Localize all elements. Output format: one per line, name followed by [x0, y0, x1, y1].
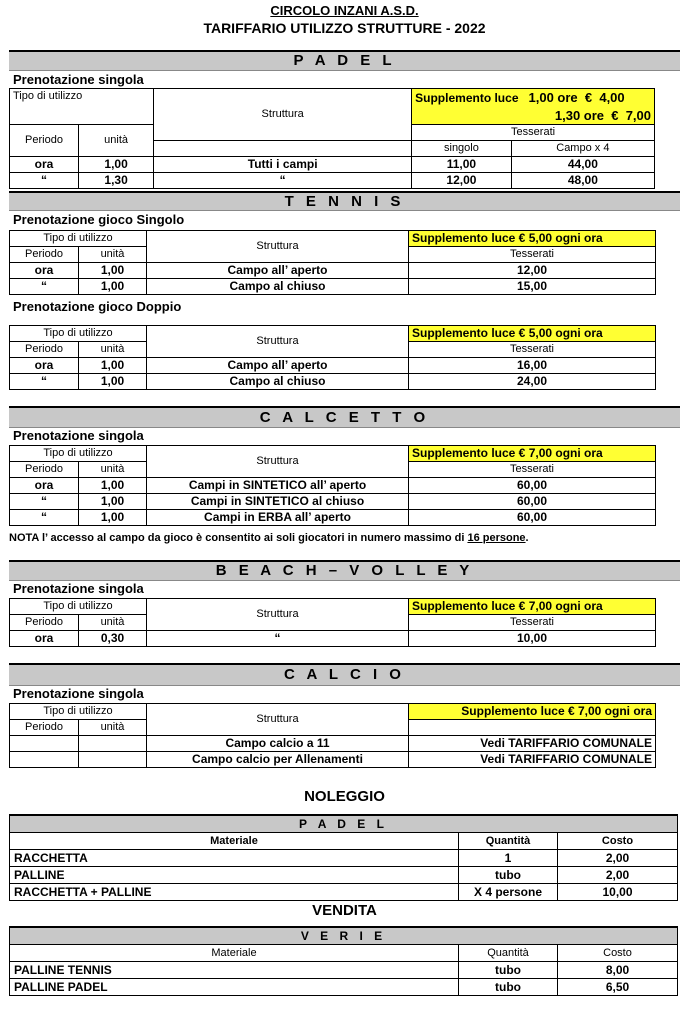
costo-header: Costo — [558, 945, 678, 962]
table-row — [10, 884, 678, 901]
costo-cell: 2,00 — [558, 867, 678, 884]
tipo-utilizzo-label: Tipo di utilizzo — [10, 326, 147, 342]
unita-cell: 1,30 — [79, 172, 154, 188]
tennis-singolo-table — [9, 230, 656, 295]
periodo-cell: ora — [10, 358, 79, 374]
tennis-doppio-luce: Supplemento luce € 5,00 ogni ora — [409, 326, 656, 342]
table-row — [10, 156, 655, 172]
unita-header: unità — [79, 247, 147, 263]
struttura-cell: Campi in ERBA all’ aperto — [147, 510, 409, 526]
unita-header: unità — [79, 124, 154, 156]
table-row — [10, 736, 656, 752]
prezzo-cell: 60,00 — [409, 510, 656, 526]
club-name: CIRCOLO INZANI A.S.D. — [270, 3, 419, 18]
materiale-cell: PALLINE PADEL — [10, 979, 459, 996]
tesserati-header: Tesserati — [412, 124, 655, 140]
padel-luce-1: Supplemento luce 1,00 ore € 4,00 — [412, 89, 655, 108]
costo-header: Costo — [558, 833, 678, 850]
beach-luce: Supplemento luce € 7,00 ogni ora — [409, 599, 656, 615]
beach-subhead: Prenotazione singola — [13, 581, 144, 596]
tipo-utilizzo-label: Tipo di utilizzo — [10, 599, 147, 615]
unita-cell: 1,00 — [79, 478, 147, 494]
tennis-singolo-luce: Supplemento luce € 5,00 ogni ora — [409, 231, 656, 247]
prezzo-cell: Vedi TARIFFARIO COMUNALE — [409, 736, 656, 752]
tesserati-header: Tesserati — [409, 342, 656, 358]
unita-cell: 0,30 — [79, 631, 147, 647]
unita-cell: 1,00 — [79, 263, 147, 279]
periodo-header: Periodo — [10, 342, 79, 358]
struttura-cell: Campo al chiuso — [147, 374, 409, 390]
campo4-cell: 48,00 — [511, 172, 654, 188]
struttura-header: Struttura — [147, 599, 409, 631]
table-row — [10, 962, 678, 979]
singolo-header: singolo — [412, 140, 512, 156]
quantita-header: Quantità — [459, 945, 558, 962]
struttura-cell: Campi in SINTETICO al chiuso — [147, 494, 409, 510]
table-row — [10, 172, 655, 188]
table-row — [10, 752, 656, 768]
costo-cell: 6,50 — [558, 979, 678, 996]
calcio-section-band: C A L C I O — [9, 663, 680, 686]
calcetto-luce: Supplemento luce € 7,00 ogni ora — [409, 446, 656, 462]
periodo-cell: “ — [10, 279, 79, 295]
unita-cell: 1,00 — [79, 494, 147, 510]
unita-cell: 1,00 — [79, 156, 154, 172]
table-row — [10, 510, 656, 526]
periodo-cell: “ — [10, 374, 79, 390]
struttura-header: Struttura — [147, 704, 409, 736]
unita-header: unità — [79, 615, 147, 631]
unita-cell: 1,00 — [79, 279, 147, 295]
materiale-cell: PALLINE TENNIS — [10, 962, 459, 979]
tesserati-header: Tesserati — [409, 462, 656, 478]
struttura-cell: Campi in SINTETICO all’ aperto — [147, 478, 409, 494]
tennis-doppio-subhead: Prenotazione gioco Doppio — [13, 299, 182, 314]
singolo-cell: 12,00 — [412, 172, 512, 188]
struttura-cell: Campo al chiuso — [147, 279, 409, 295]
periodo-header: Periodo — [10, 615, 79, 631]
costo-cell: 8,00 — [558, 962, 678, 979]
calcio-subhead: Prenotazione singola — [13, 686, 144, 701]
tesserati-header: Tesserati — [409, 615, 656, 631]
prezzo-cell: Vedi TARIFFARIO COMUNALE — [409, 752, 656, 768]
table-row — [10, 263, 656, 279]
vendita-table — [9, 944, 678, 996]
tennis-singolo-subhead: Prenotazione gioco Singolo — [13, 212, 185, 227]
prezzo-cell: 24,00 — [409, 374, 656, 390]
struttura-header: Struttura — [147, 446, 409, 478]
campo4-cell: 44,00 — [511, 156, 654, 172]
struttura-cell: “ — [154, 172, 412, 188]
periodo-header: Periodo — [10, 462, 79, 478]
quantita-cell: 1 — [459, 850, 558, 867]
struttura-header: Struttura — [147, 326, 409, 358]
table-row — [10, 494, 656, 510]
struttura-cell: Campo all’ aperto — [147, 358, 409, 374]
struttura-header: Struttura — [154, 89, 412, 141]
table-row — [10, 850, 678, 867]
singolo-cell: 11,00 — [412, 156, 512, 172]
beach-table — [9, 598, 656, 647]
struttura-cell: Campo all’ aperto — [147, 263, 409, 279]
periodo-cell: “ — [10, 172, 79, 188]
table-row — [10, 358, 656, 374]
vendita-verie-bar: V E R I E — [9, 926, 678, 945]
quantita-header: Quantità — [459, 833, 558, 850]
padel-subhead: Prenotazione singola — [13, 72, 144, 87]
table-row — [10, 631, 656, 647]
periodo-cell: ora — [10, 631, 79, 647]
calcetto-section-band: C A L C E T T O — [9, 406, 680, 428]
campo4-header: Campo x 4 — [511, 140, 654, 156]
padel-table — [9, 88, 655, 189]
prezzo-cell: 16,00 — [409, 358, 656, 374]
unita-cell: 1,00 — [79, 358, 147, 374]
materiale-cell: RACCHETTA — [10, 850, 459, 867]
tipo-utilizzo-label: Tipo di utilizzo — [10, 446, 147, 462]
unita-header: unità — [79, 720, 147, 736]
materiale-cell: RACCHETTA + PALLINE — [10, 884, 459, 901]
tennis-doppio-table — [9, 325, 656, 390]
struttura-cell: Campo calcio per Allenamenti — [147, 752, 409, 768]
prezzo-cell: 10,00 — [409, 631, 656, 647]
periodo-cell: “ — [10, 494, 79, 510]
prezzo-cell: 15,00 — [409, 279, 656, 295]
struttura-header: Struttura — [147, 231, 409, 263]
tipo-utilizzo-label: Tipo di utilizzo — [10, 89, 154, 108]
periodo-cell: ora — [10, 263, 79, 279]
materiale-cell: PALLINE — [10, 867, 459, 884]
tipo-utilizzo-label: Tipo di utilizzo — [10, 704, 147, 720]
quantita-cell: tubo — [459, 962, 558, 979]
beach-section-band: B E A C H – V O L L E Y — [9, 560, 680, 581]
padel-section-band: P A D E L — [9, 50, 680, 71]
table-row — [10, 279, 656, 295]
unita-cell: 1,00 — [79, 374, 147, 390]
periodo-header: Periodo — [10, 720, 79, 736]
table-row — [10, 867, 678, 884]
struttura-cell: “ — [147, 631, 409, 647]
quantita-cell: X 4 persone — [459, 884, 558, 901]
prezzo-cell: 60,00 — [409, 494, 656, 510]
calcetto-table — [9, 445, 656, 526]
calcio-table — [9, 703, 656, 768]
document-title: TARIFFARIO UTILIZZO STRUTTURE - 2022 — [203, 20, 486, 36]
quantita-cell: tubo — [459, 979, 558, 996]
periodo-header: Periodo — [10, 124, 79, 156]
calcetto-subhead: Prenotazione singola — [13, 428, 144, 443]
table-row — [10, 478, 656, 494]
vendita-title: VENDITA — [312, 902, 377, 919]
unita-header: unità — [79, 342, 147, 358]
materiale-header: Materiale — [10, 945, 459, 962]
calcio-luce: Supplemento luce € 7,00 ogni ora — [409, 704, 656, 720]
tipo-utilizzo-label: Tipo di utilizzo — [10, 231, 147, 247]
calcetto-note: NOTA l’ accesso al campo da gioco è consentito ai soli giocatori in numero massimo di 16 persone. — [9, 532, 529, 544]
materiale-header: Materiale — [10, 833, 459, 850]
struttura-cell: Campo calcio a 11 — [147, 736, 409, 752]
costo-cell: 2,00 — [558, 850, 678, 867]
noleggio-title: NOLEGGIO — [304, 788, 385, 805]
prezzo-cell: 12,00 — [409, 263, 656, 279]
noleggio-padel-bar: P A D E L — [9, 814, 678, 833]
noleggio-table — [9, 832, 678, 901]
tesserati-header: Tesserati — [409, 247, 656, 263]
unita-header: unità — [79, 462, 147, 478]
padel-luce-2: 1,30 ore € 7,00 — [412, 108, 655, 125]
table-row — [10, 374, 656, 390]
table-row — [10, 979, 678, 996]
periodo-cell: ora — [10, 478, 79, 494]
periodo-header: Periodo — [10, 247, 79, 263]
periodo-cell: ora — [10, 156, 79, 172]
tennis-section-band: T E N N I S — [9, 191, 680, 211]
unita-cell: 1,00 — [79, 510, 147, 526]
quantita-cell: tubo — [459, 867, 558, 884]
prezzo-cell: 60,00 — [409, 478, 656, 494]
costo-cell: 10,00 — [558, 884, 678, 901]
periodo-cell: “ — [10, 510, 79, 526]
struttura-cell: Tutti i campi — [154, 156, 412, 172]
